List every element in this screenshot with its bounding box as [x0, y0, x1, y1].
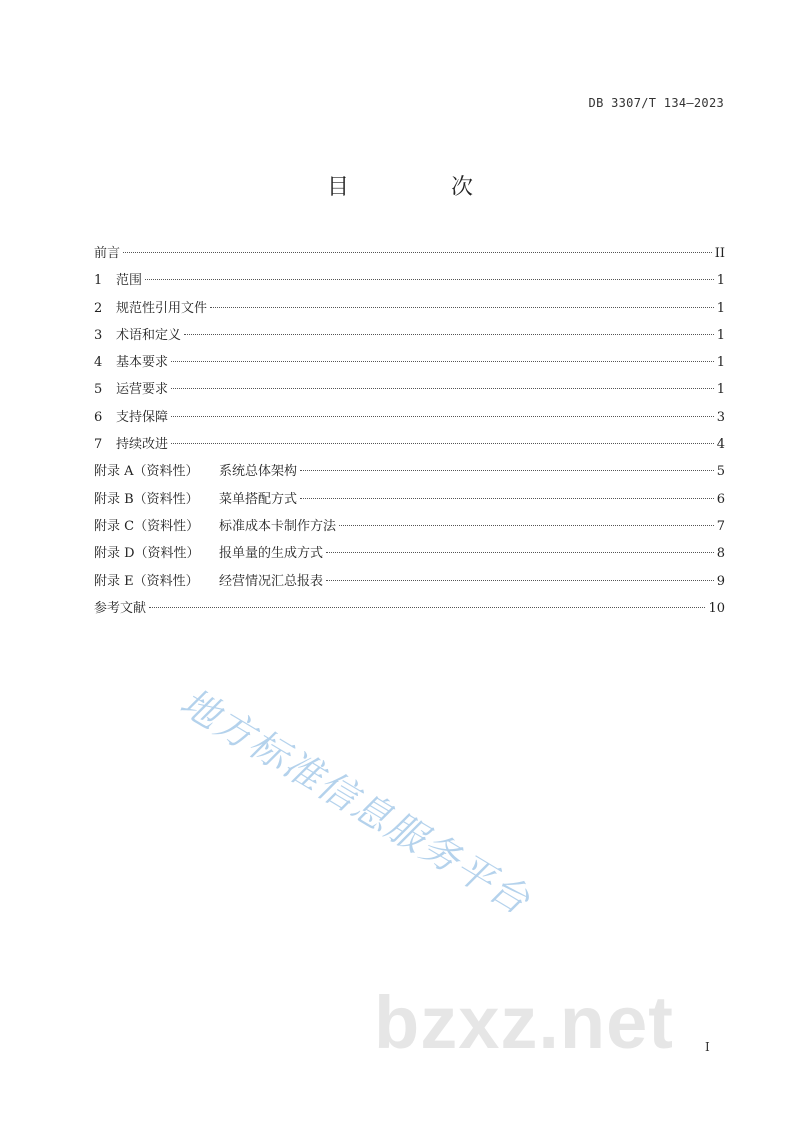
toc-entry-page: 8 [716, 546, 725, 562]
toc-appendix-prefix: 附录 A（资料性） [94, 464, 199, 480]
standard-code: DB 3307/T 134—2023 [588, 96, 724, 110]
toc-entry-page: 1 [716, 300, 725, 316]
toc-leader-dots [171, 442, 714, 444]
toc-entry-page: 4 [716, 437, 725, 453]
toc-entry-basic-requirements[interactable] [94, 353, 725, 380]
toc-entry-appendix-e[interactable] [94, 572, 725, 599]
toc-entry-number: 5 [94, 382, 103, 398]
toc-appendix-prefix: 附录 B（资料性） [94, 491, 199, 507]
toc-entry-label: 规范性引用文件 [116, 300, 208, 316]
toc-entry-page: 10 [708, 600, 725, 616]
toc-entry-appendix-b[interactable] [94, 490, 725, 517]
toc-entry-label: 标准成本卡制作方法 [219, 518, 337, 534]
toc-leader-dots [149, 606, 705, 608]
toc-entry-page: II [714, 246, 725, 261]
toc-leader-dots [145, 278, 714, 280]
toc-entry-number: 6 [94, 409, 103, 425]
toc-entry-page: 1 [716, 382, 725, 398]
toc-entry-appendix-c[interactable] [94, 517, 725, 544]
toc-entry-page: 9 [716, 573, 725, 589]
toc-title: 目 次 [326, 175, 513, 200]
toc-entry-label: 术语和定义 [116, 327, 182, 343]
toc-entry-scope[interactable] [94, 271, 725, 298]
site-watermark-logo: bzxz.net [374, 981, 674, 1064]
page-number: I [705, 1040, 710, 1054]
toc-entry-bibliography[interactable] [94, 599, 725, 626]
toc-leader-dots [171, 415, 714, 417]
toc-entry-normative-references[interactable] [94, 299, 725, 326]
table-of-contents [94, 244, 725, 626]
toc-appendix-prefix: 附录 C（资料性） [94, 518, 200, 534]
toc-leader-dots [171, 387, 714, 389]
toc-leader-dots [171, 360, 714, 362]
toc-entry-label: 菜单搭配方式 [219, 491, 298, 507]
toc-entry-number: 1 [94, 273, 103, 289]
toc-entry-terms-definitions[interactable] [94, 326, 725, 353]
toc-leader-dots [326, 551, 714, 553]
toc-entry-number: 2 [94, 300, 103, 316]
toc-entry-page: 7 [716, 518, 725, 534]
toc-entry-foreword[interactable] [94, 244, 725, 271]
toc-entry-page: 1 [716, 273, 725, 289]
toc-entry-page: 5 [716, 464, 725, 480]
toc-entry-continuous-improvement[interactable] [94, 435, 725, 462]
toc-entry-number: 7 [94, 437, 103, 453]
toc-appendix-prefix: 附录 E（资料性） [94, 573, 199, 589]
toc-entry-label: 范围 [116, 273, 143, 289]
toc-leader-dots [184, 333, 714, 335]
toc-leader-dots [123, 251, 712, 253]
toc-entry-label: 前言 [94, 246, 121, 261]
toc-entry-page: 6 [716, 491, 725, 507]
toc-leader-dots [326, 579, 714, 581]
toc-entry-label: 基本要求 [116, 355, 169, 371]
toc-entry-label: 报单量的生成方式 [219, 546, 324, 562]
toc-entry-page: 3 [716, 409, 725, 425]
toc-entry-label: 经营情况汇总报表 [219, 573, 324, 589]
toc-entry-appendix-a[interactable] [94, 462, 725, 489]
toc-entry-number: 3 [94, 327, 103, 343]
toc-appendix-prefix: 附录 D（资料性） [94, 546, 200, 562]
toc-entry-appendix-d[interactable] [94, 544, 725, 571]
toc-entry-label: 参考文献 [94, 600, 147, 616]
toc-entry-operation-requirements[interactable] [94, 380, 725, 407]
watermark-text: 地方标准信息服务平台 [172, 679, 539, 924]
toc-entry-label: 持续改进 [116, 437, 169, 453]
toc-leader-dots [210, 306, 714, 308]
toc-entry-page: 1 [716, 327, 725, 343]
toc-entry-label: 运营要求 [116, 382, 169, 398]
toc-leader-dots [300, 497, 714, 499]
toc-leader-dots [300, 469, 714, 471]
toc-leader-dots [339, 524, 714, 526]
toc-entry-number: 4 [94, 355, 103, 371]
toc-entry-page: 1 [716, 355, 725, 371]
toc-entry-label: 支持保障 [116, 409, 169, 425]
toc-entry-label: 系统总体架构 [219, 464, 298, 480]
toc-entry-support[interactable] [94, 408, 725, 435]
